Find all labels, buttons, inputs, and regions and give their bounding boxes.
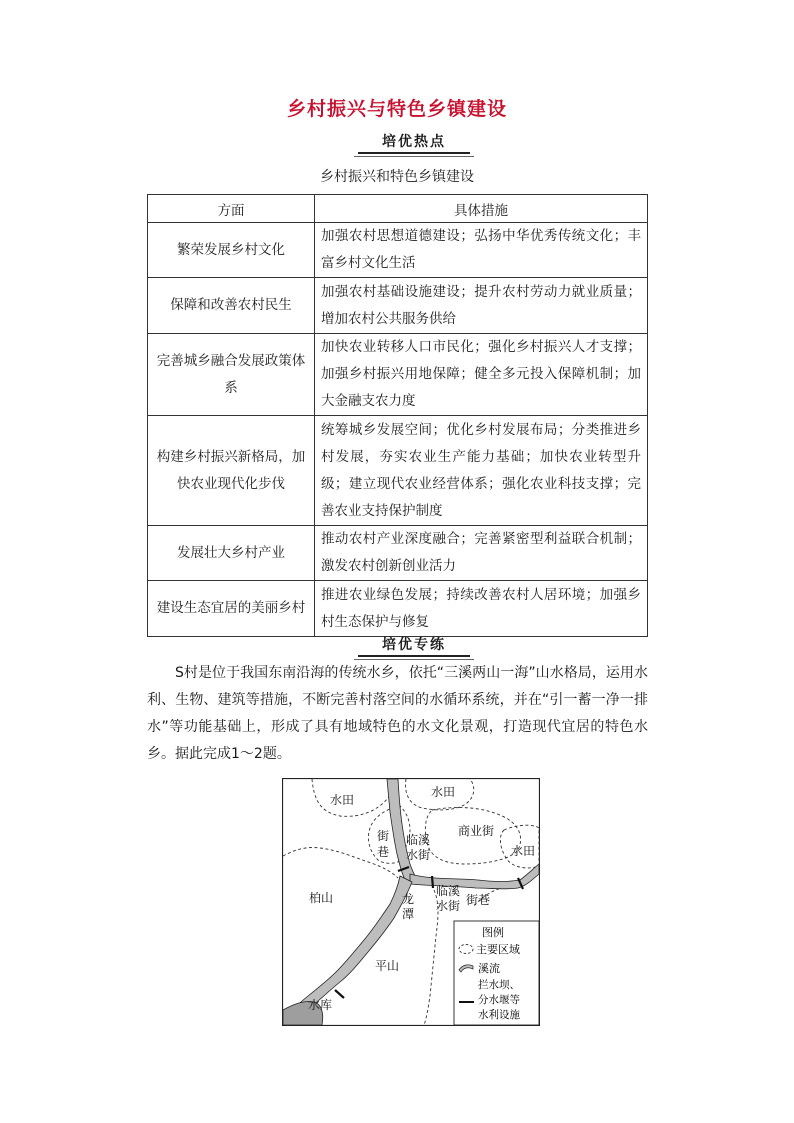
label-paddy1: 水田 [330,793,355,807]
label-linxi2-line2: 水街 [436,899,461,913]
header-measures: 具体措施 [315,195,648,223]
measures-table [147,194,648,637]
map-legend [454,921,539,1025]
aspect-cell: 发展壮大乡村产业 [148,526,315,581]
label-paddy3: 水田 [511,844,536,858]
village-map-svg [282,778,540,1026]
label-linxi1-line1: 临溪 [406,833,431,847]
label-linxi2-line1: 临溪 [436,884,461,898]
label-reservoir: 水库 [308,998,333,1012]
question-passage: S村是位于我国东南沿海的传统水乡，依托“三溪两山一海”山水格局，运用水利、生物、建筑等措施，不断完善村落空间的水循环系统，并在“引一蓄一净一排水”等功能基础上，形成了具有地域特色的水文化景观，打造现代宜居的特色水乡。据此完成1～2题。 [147,665,648,762]
section-heading-hotspot-text: 培优热点 [382,134,446,150]
label-longtan-line2: 潭 [402,907,415,921]
measure-cell: 加强农村思想道德建设；弘扬中华优秀传统文化；丰富乡村文化生活 [315,223,648,278]
header-aspect: 方面 [148,195,315,223]
village-map [282,778,540,1026]
aspect-cell: 繁荣发展乡村文化 [148,223,315,278]
table-row [148,278,648,334]
label-linxi1-line2: 水街 [406,848,431,862]
table-header-row [148,195,648,223]
measure-cell: 加强农村基础设施建设；提升农村劳动力就业质量；增加农村公共服务供给 [315,278,648,334]
legend-area-label: 主要区域 [476,943,520,956]
table-row [148,334,648,416]
label-boshan: 柏山 [309,891,334,905]
label-paddy2: 水田 [431,785,456,799]
aspect-cell: 保障和改善农村民生 [148,278,315,334]
legend-dam-line3: 水利设施 [478,1009,520,1021]
table-row [148,581,648,637]
legend-stream-label: 溪流 [478,962,500,975]
label-pingshan: 平山 [375,959,400,973]
heading-underline-thick [358,655,470,657]
label-longtan-line1: 龙 [402,892,415,906]
aspect-cell: 构建乡村振兴新格局，加快农业现代化步伐 [148,416,315,526]
dam-marker [432,876,433,888]
table-caption: 乡村振兴和特色乡镇建设 [320,169,474,185]
measure-cell: 统筹城乡发展空间；优化乡村发展布局；分类推进乡村发展，夯实农业生产能力基础；加快农业转型升级；建立现代农业经营体系；强化农业科技支撑；完善农业支持保护制度 [315,416,648,526]
heading-underline-thick [358,152,470,154]
label-alley1-line1: 街 [377,829,390,843]
legend-dam-line2: 分水堰等 [478,994,520,1006]
page-title: 乡村振兴与特色乡镇建设 [286,98,507,120]
measure-cell: 加快农业转移人口市民化；强化乡村振兴人才支撑；加强乡村振兴用地保障；健全多元投入保障机制；加大金融支农力度 [315,334,648,416]
table-row [148,526,648,581]
label-alley2: 街巷 [466,893,491,907]
aspect-cell: 完善城乡融合发展政策体系 [148,334,315,416]
table-row [148,223,648,278]
legend-title: 图例 [482,926,504,939]
label-commercial: 商业街 [458,824,495,838]
section-heading-hotspot [354,131,474,157]
legend-dam-line1: 拦水坝、 [478,979,520,991]
label-alley1-line2: 巷 [377,845,390,859]
measure-cell: 推动农村产业深度融合；完善紧密型利益联合机制；激发农村创新创业活力 [315,526,648,581]
measure-cell: 推进农业绿色发展；持续改善农村人居环境；加强乡村生态保护与修复 [315,581,648,637]
heading-underline-thin [354,156,474,157]
section-heading-exercise-text: 培优专练 [382,637,446,653]
aspect-cell: 建设生态宜居的美丽乡村 [148,581,315,637]
table-row [148,416,648,526]
section-heading-exercise [354,634,474,660]
